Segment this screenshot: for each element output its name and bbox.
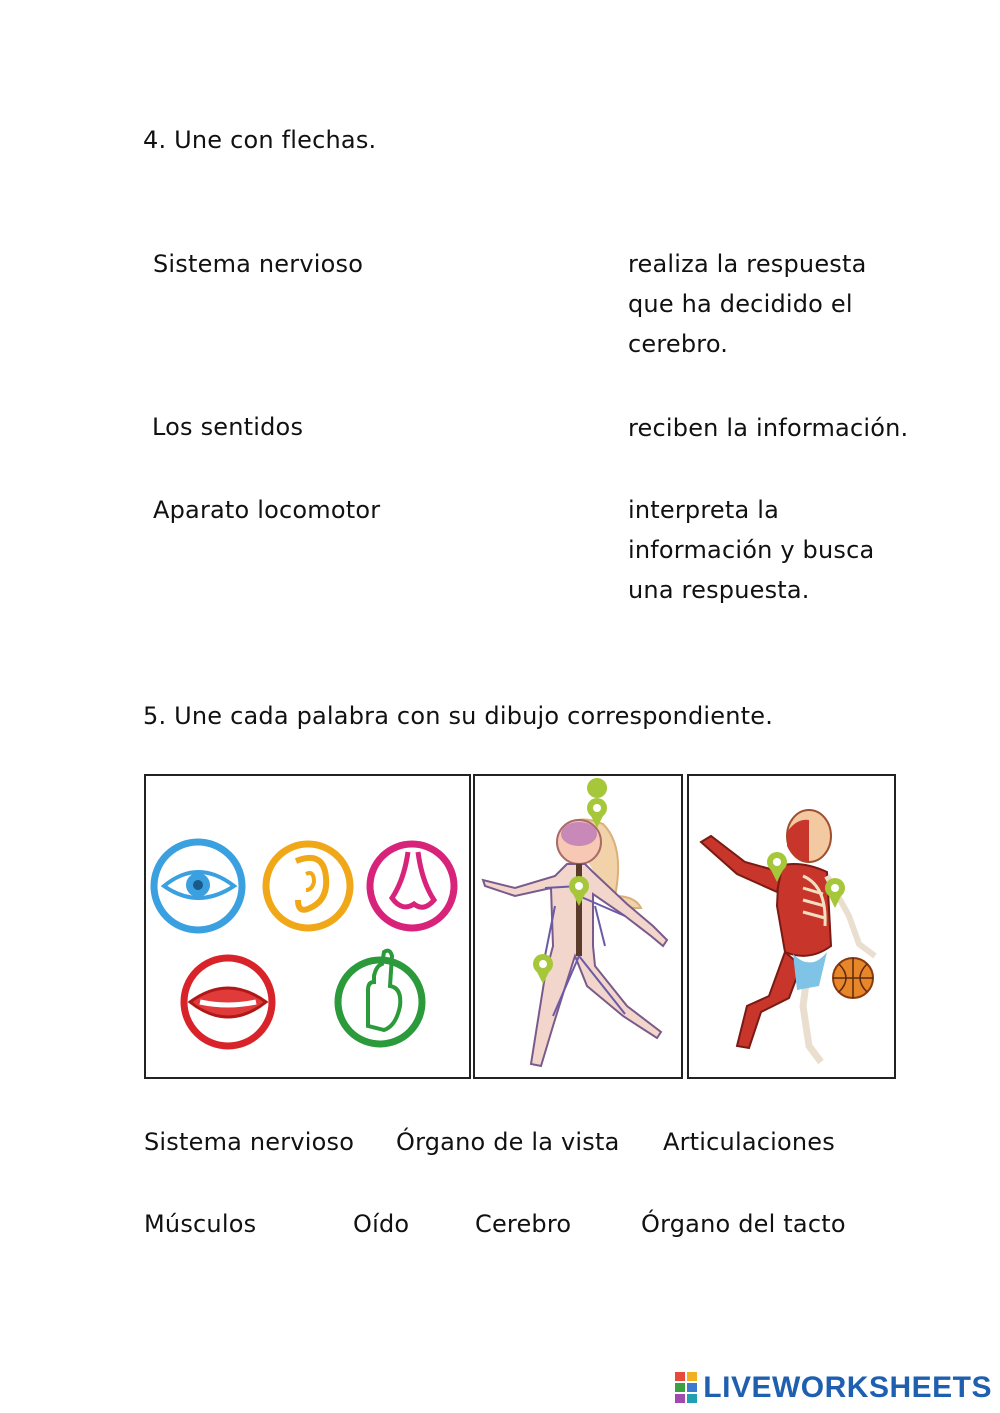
word-oido[interactable]: Oído — [353, 1210, 410, 1238]
right-item-line: cerebro. — [628, 330, 729, 358]
word-cerebro[interactable]: Cerebro — [475, 1210, 572, 1238]
right-item-line: interpreta la — [628, 496, 779, 524]
right-item-line: información y busca — [628, 536, 875, 564]
word-sistema-nervioso[interactable]: Sistema nervioso — [144, 1128, 355, 1156]
nervous-system-image-panel — [473, 774, 683, 1079]
brand-name: LIVEWORKSHEETS — [703, 1371, 992, 1404]
exercise-4-title: 4. Une con flechas. — [143, 126, 377, 154]
locomotor-system-image-panel — [687, 774, 896, 1079]
mouth-icon — [184, 958, 272, 1046]
ear-icon — [266, 844, 350, 928]
nervous-system-illustration — [475, 776, 681, 1077]
word-articulaciones[interactable]: Articulaciones — [663, 1128, 835, 1156]
basketball-icon — [833, 958, 873, 998]
right-item-line: una respuesta. — [628, 576, 810, 604]
right-item-line: que ha decidido el — [628, 290, 853, 318]
word-musculos[interactable]: Músculos — [144, 1210, 257, 1238]
right-item-interpreta[interactable] — [628, 496, 874, 604]
locomotor-illustration — [689, 776, 894, 1077]
left-item-los-sentidos[interactable]: Los sentidos — [152, 413, 304, 441]
senses-illustration — [146, 776, 469, 1077]
hand-icon — [338, 951, 422, 1044]
right-item-line: realiza la respuesta — [628, 250, 867, 278]
eye-icon — [154, 842, 242, 930]
word-organo-de-la-vista[interactable]: Órgano de la vista — [396, 1128, 620, 1156]
senses-image-panel — [144, 774, 471, 1079]
liveworksheets-logo — [675, 1371, 992, 1405]
nose-icon — [370, 844, 454, 928]
left-item-sistema-nervioso[interactable]: Sistema nervioso — [153, 250, 364, 278]
right-item-realiza[interactable] — [628, 250, 867, 358]
exercise-5-title: 5. Une cada palabra con su dibujo correspondiente. — [143, 702, 774, 730]
right-item-reciben[interactable]: reciben la información. — [628, 414, 909, 442]
word-organo-del-tacto[interactable]: Órgano del tacto — [641, 1210, 846, 1238]
left-item-aparato-locomotor[interactable]: Aparato locomotor — [153, 496, 381, 524]
liveworksheets-logo-icon — [675, 1372, 699, 1404]
